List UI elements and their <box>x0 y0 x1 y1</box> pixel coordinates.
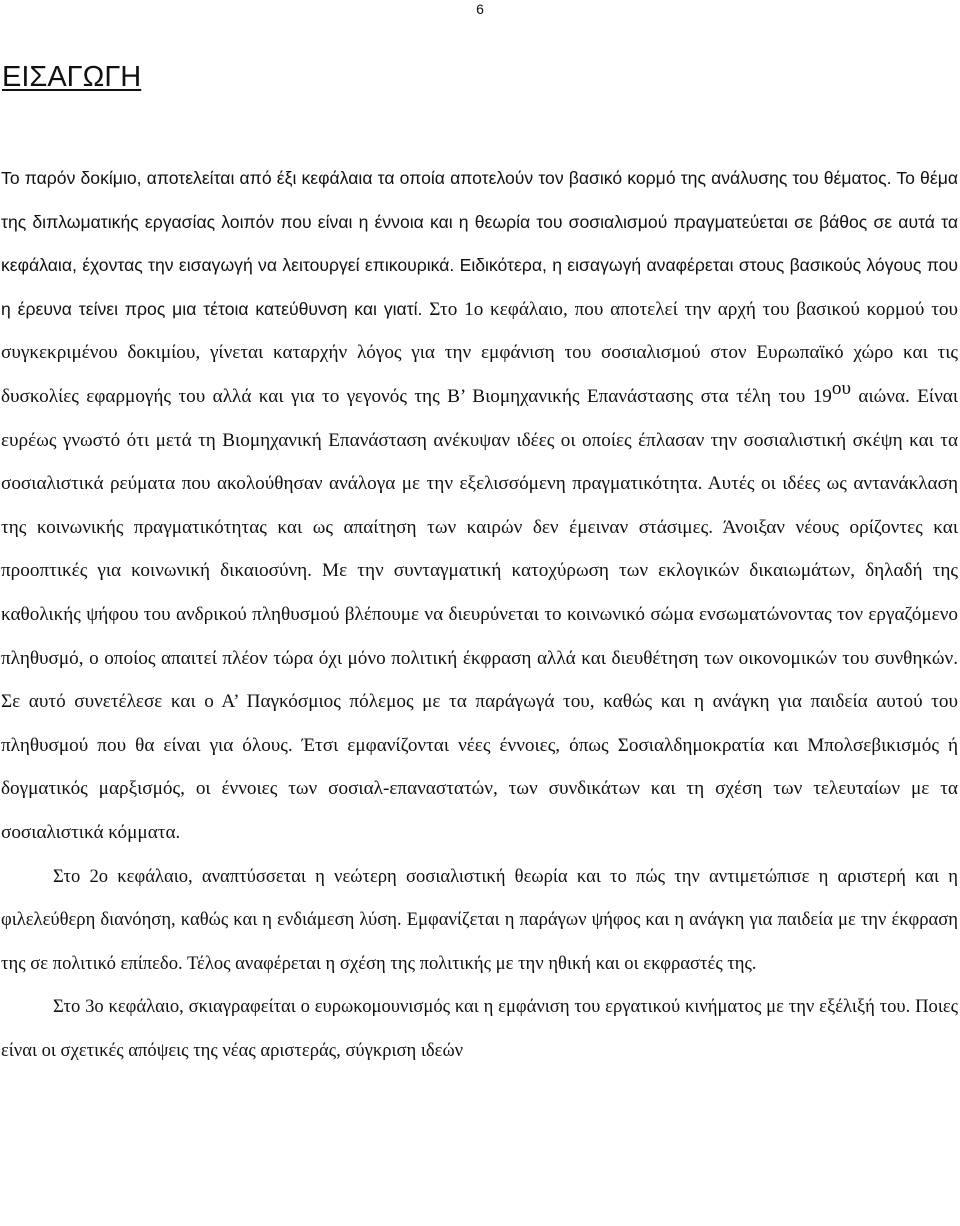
paragraph-1-sans-part: Το παρόν δοκίμιο, αποτελείται από έξι κεφάλαια τα οποία αποτελούν τον βασικό κορμό της ανάλυσης του θέματος. Το θέμα της διπλωματικής εργασίας λοιπόν που είναι η έννοια και η θεωρία του σοσιαλισμού πραγματεύεται σε βάθος σε αυτά τα κεφάλαια, έχοντας την εισαγωγή να λειτουργεί επικουρικά. Ειδικότερα, η εισαγωγή αναφέρεται στους βασικούς λόγους που η έρευνα τείνει προς μια τέτοια κατεύθυνση και γιατί. <box>1 168 958 319</box>
paragraph-3: Στο 3ο κεφάλαιο, σκιαγραφείται ο ευρωκομουνισμός και η εμφάνιση του εργατικού κινήματος με την εξέλιξή του. Ποιες είναι οι σχετικές απόψεις της νέας αριστεράς, σύγκριση ιδεών <box>1 996 958 1061</box>
paragraph-2: Στο 2ο κεφάλαιο, αναπτύσσεται η νεώτερη σοσιαλιστική θεωρία και το πώς την αντιμετώπισε η αριστερή και η φιλελεύθερη διανόηση, καθώς και η ενδιάμεση λύση. Εμφανίζεται η παράγων ψήφος και η ανάγκη για παιδεία με την έκφραση της σε πολιτικό επίπεδο. Τέλος αναφέρεται η σχέση της πολιτικής με την ηθική και οι εκφραστές της. <box>1 865 958 974</box>
paragraph-1-serif-continuation: αιώνα. Είναι ευρέως γνωστό ότι μετά τη Βιομηχανική Επανάσταση ανέκυψαν ιδέες οι οποίες έπλασαν την σοσιαλιστική σκέψη και τα σοσιαλιστικά ρεύματα που ακολούθησαν ανάλογα με την εξελισσόμενη πραγματικότητα. Αυτές οι ιδέες ως αντανάκλαση της κοινωνικής πραγματικότητας και ως απαίτηση των καιρών δεν έμειναν στάσιμες. Άνοιξαν νέους ορίζοντες και προοπτικές για κοινωνική δικαιοσύνη. Με την συνταγματική κατοχύρωση των εκλογικών δικαιωμάτων, δηλαδή της καθολικής ψήφου του ανδρικού πληθυσμού βλέπουμε να διευρύνεται το κοινωνικό σώμα ενσωματώνοντας τον εργαζόμενο πληθυσμό, ο οποίος απαιτεί πλέον τώρα όχι μόνο πολιτική έκφραση αλλά και διευθέτηση των οικονομικών του συνθηκών. Σε αυτό συνετέλεσε και ο Α’ Παγκόσμιος πόλεμος με τα παράγωγά του, καθώς και η ανάγκη για παιδεία αυτού του πληθυσμού που θα είναι για όλους. Έτσι εμφανίζονται νέες έννοιες, όπως Σοσιαλδημοκρατία και Μπολσεβικισμός ή δογματικός μαρξισμός, οι έννοιες των σοσιαλ-επαναστατών, των συνδικάτων και τη σχέση των τελευταίων με τα σοσιαλιστικά κόμματα. <box>1 385 958 843</box>
paragraph-1 <box>1 157 958 855</box>
superscript-ordinal: ου <box>831 377 851 399</box>
body-text <box>1 157 958 1072</box>
paragraph-1-serif-part: Στο 1ο κεφάλαιο, που αποτελεί την αρχή του βασικού κορμού του συγκεκριμένου δοκιμίου, γίνεται καταρχήν λόγος για την εμφάνιση του σοσιαλισμού στον Ευρωπαϊκό χώρο και τις δυσκολίες εφαρμογής του αλλά και για το γεγονός της Β’ Βιομηχανικής Επανάστασης στα τέλη του 19 <box>1 298 958 407</box>
page-number: 6 <box>476 1 484 17</box>
section-heading: ΕΙΣΑΓΩΓΗ <box>2 61 142 93</box>
